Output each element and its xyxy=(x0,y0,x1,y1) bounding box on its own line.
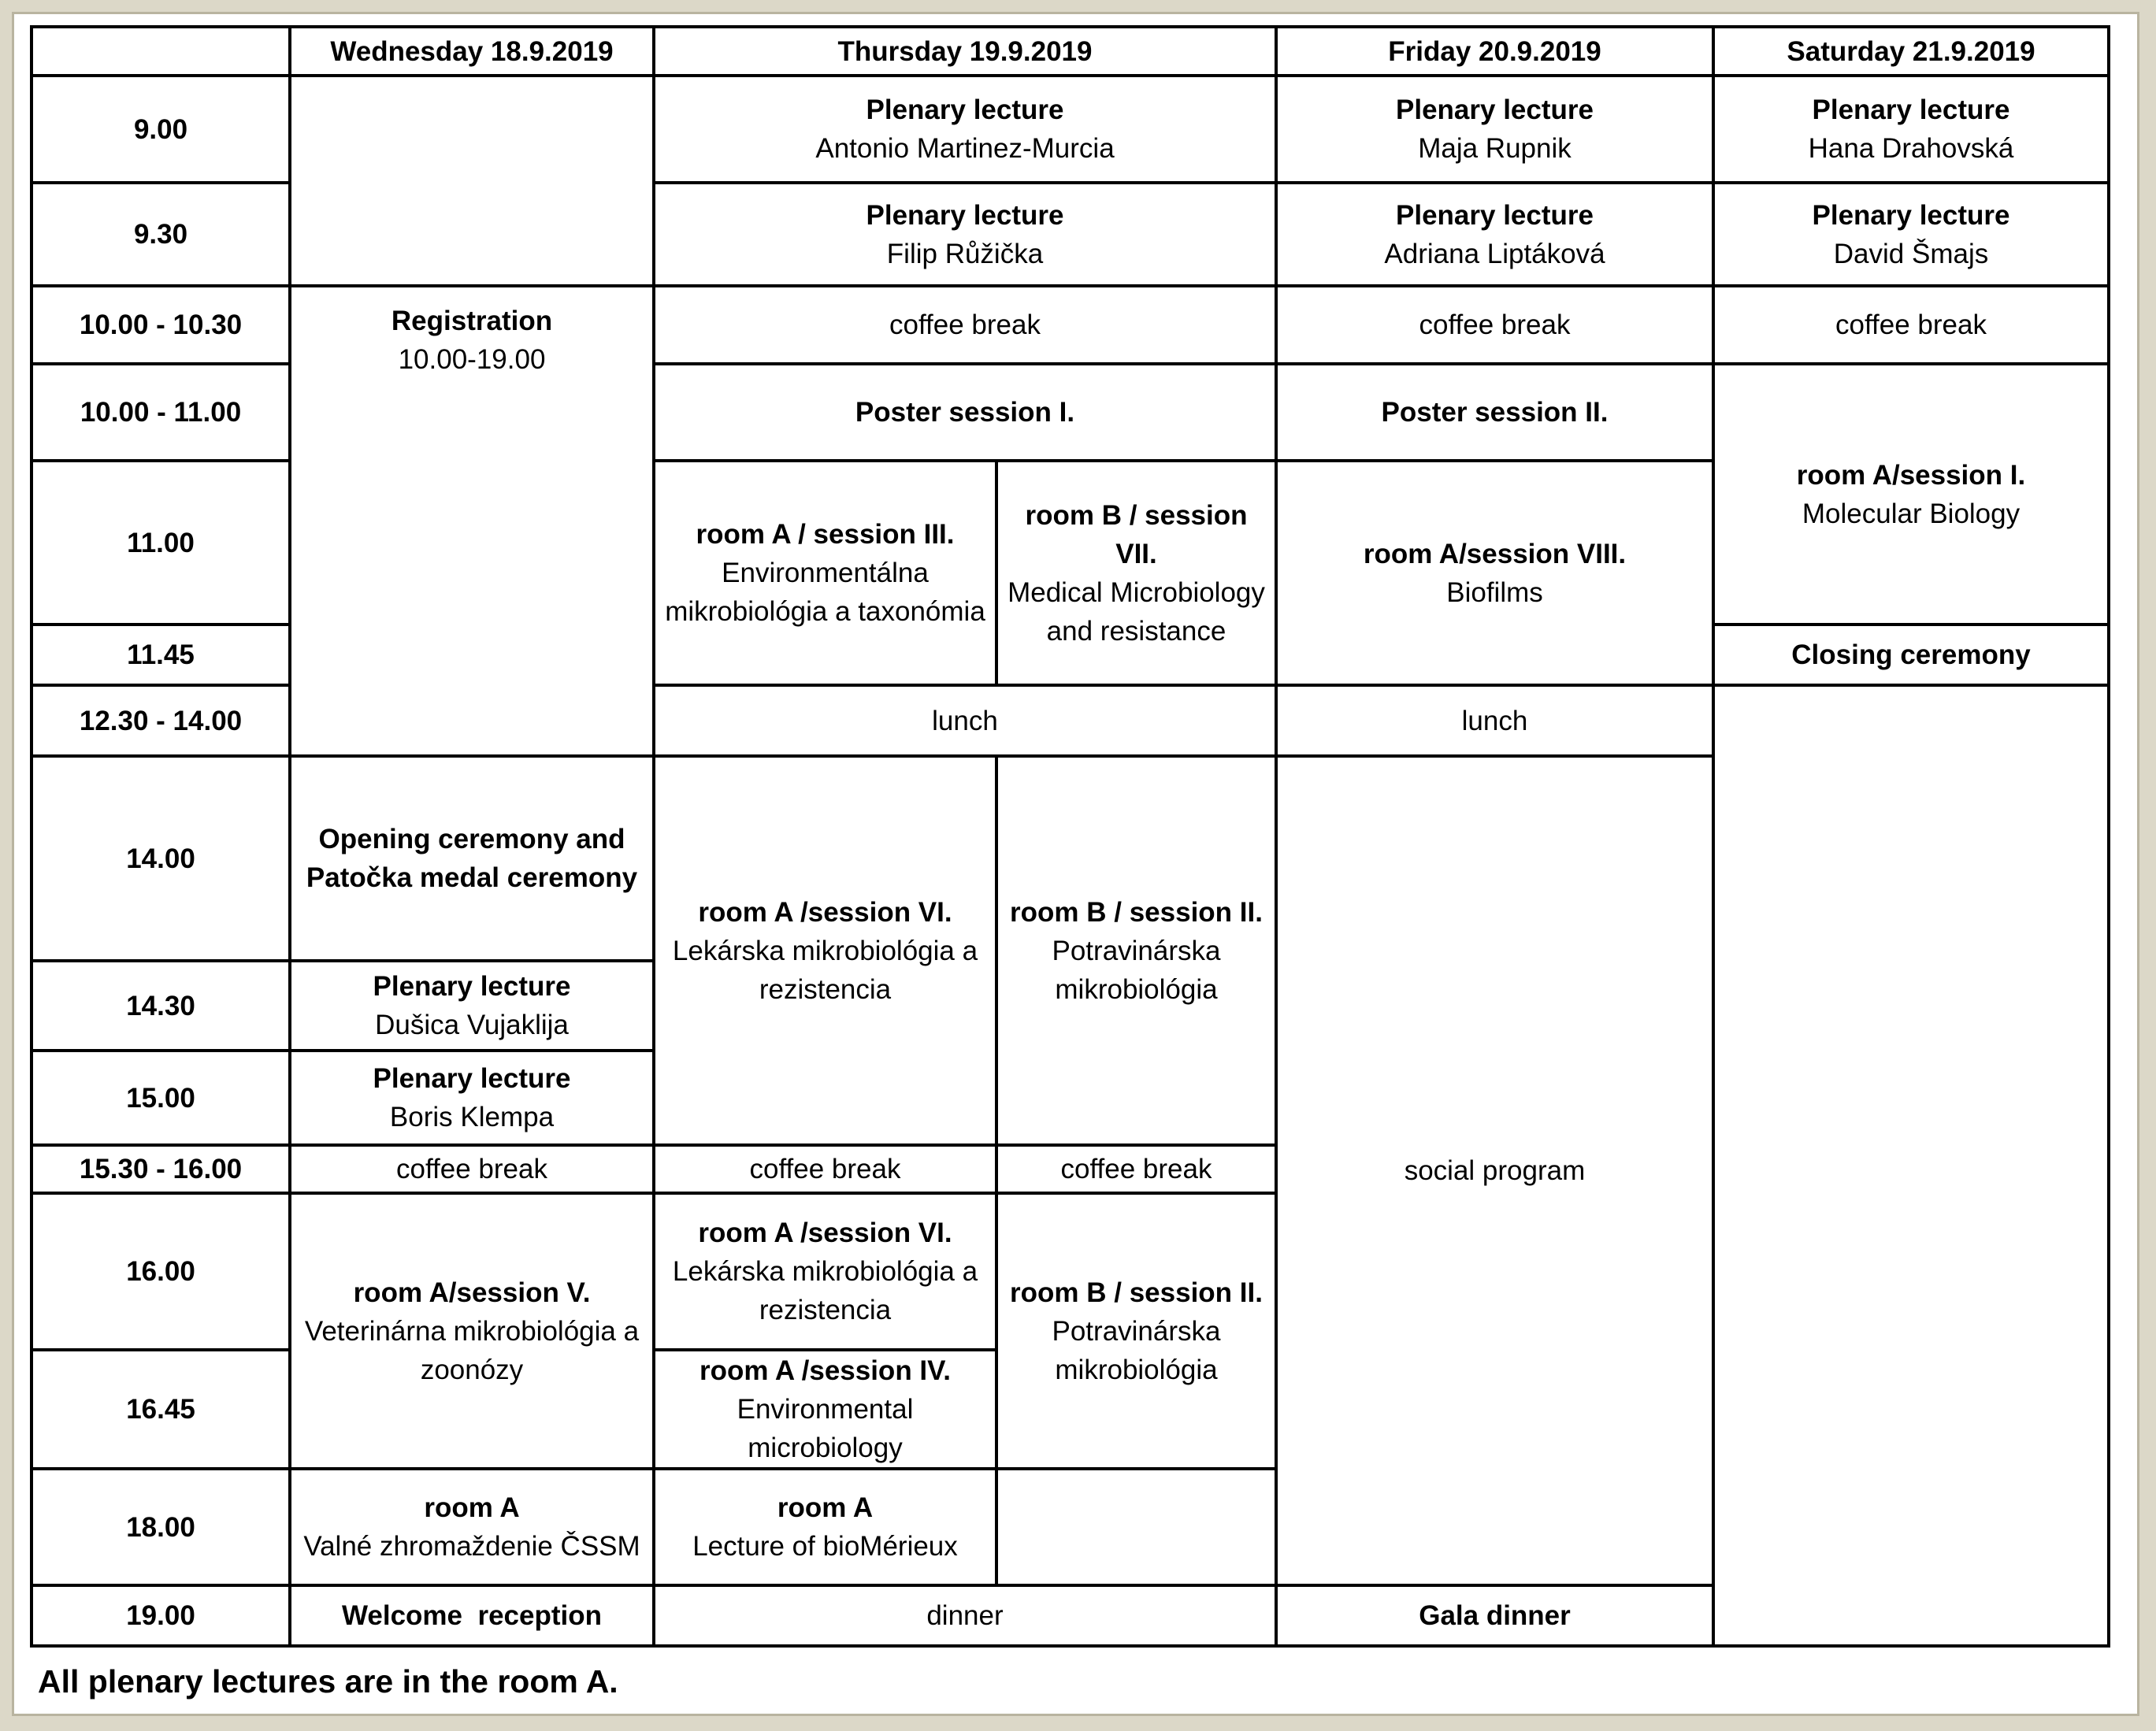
session-topic: Veterinárna mikrobiológia a xyxy=(304,1315,640,1347)
plenary-label: Plenary lecture xyxy=(1812,95,2010,125)
session-topic: Medical Microbiology xyxy=(1007,576,1265,608)
plenary-label: Plenary lecture xyxy=(1396,199,1594,231)
session-title: room B / session II. xyxy=(1010,896,1263,928)
thu-room-b-session-vii xyxy=(996,461,1276,685)
plenary-label: Plenary lecture xyxy=(373,971,571,1002)
speaker-name: Filip Růžička xyxy=(886,238,1044,269)
session-title: room B / session II. xyxy=(1010,1277,1263,1308)
session-topic: Potravinárska xyxy=(1052,1315,1221,1347)
session-title: room A/session VIII. xyxy=(1363,538,1627,569)
session-topic: microbiology xyxy=(748,1433,903,1463)
speaker-name: Dušica Vujaklija xyxy=(375,1010,569,1040)
room-label: room A xyxy=(424,1492,520,1523)
thu-dinner: dinner xyxy=(654,1585,1276,1646)
time-label: 10.00 - 10.30 xyxy=(32,286,290,364)
sat-afternoon-empty xyxy=(1713,685,2109,1646)
time-label: 14.00 xyxy=(32,756,290,961)
session-title: room A / session III. xyxy=(696,519,955,550)
session-title: room A/session V. xyxy=(353,1277,591,1308)
sat-plenary-930 xyxy=(1713,183,2109,286)
room-label: room A xyxy=(777,1492,874,1523)
thu-coffee-break: coffee break xyxy=(654,286,1276,364)
row-1000-1030 xyxy=(32,286,2109,364)
sat-plenary-900 xyxy=(1713,76,2109,183)
day-header-saturday: Saturday 21.9.2019 xyxy=(1713,27,2109,76)
time-label: 10.00 - 11.00 xyxy=(32,364,290,461)
footnote: All plenary lectures are in the room A. xyxy=(38,1663,618,1699)
plenary-label: Plenary lecture xyxy=(866,95,1064,125)
session-topic: rezistencia xyxy=(759,973,892,1005)
fri-plenary-930 xyxy=(1276,183,1713,286)
time-label: 15.00 xyxy=(32,1051,290,1145)
wed-room-a-assembly xyxy=(290,1469,654,1585)
session-title: room A /session VI. xyxy=(698,1218,952,1248)
time-label: 14.30 xyxy=(32,961,290,1051)
registration-time: 10.00-19.00 xyxy=(398,344,546,375)
session-topic: rezistencia xyxy=(759,1295,892,1325)
thu-poster-session: Poster session I. xyxy=(654,364,1276,461)
speaker-name: David Šmajs xyxy=(1833,238,1989,269)
wed-morning-empty xyxy=(290,76,654,286)
fri-social-program: social program xyxy=(1276,756,1713,1585)
session-topic: mikrobiológia xyxy=(1055,1354,1218,1385)
sat-closing-ceremony: Closing ceremony xyxy=(1713,625,2109,685)
wed-coffee-break: coffee break xyxy=(290,1145,654,1193)
session-topic: Lekárska mikrobiológia a xyxy=(672,1256,978,1287)
registration-title: Registration xyxy=(391,306,553,336)
time-label: 9.30 xyxy=(32,183,290,286)
sat-room-a-session-i xyxy=(1713,364,2109,625)
thu-room-a-session-vi-late xyxy=(654,1193,996,1350)
event-name: Valné zhromaždenie ČSSM xyxy=(303,1531,640,1562)
thu-room-b-session-ii xyxy=(996,756,1276,1145)
sat-coffee-break: coffee break xyxy=(1713,286,2109,364)
corner-cell xyxy=(32,27,290,76)
wed-opening-ceremony xyxy=(290,756,654,961)
session-topic: zoonózy xyxy=(420,1354,524,1385)
thu-room-a-biomerieux xyxy=(654,1469,996,1585)
wed-plenary-1430 xyxy=(290,961,654,1051)
day-header-thursday: Thursday 19.9.2019 xyxy=(654,27,1276,76)
speaker-name: Antonio Martinez-Murcia xyxy=(815,133,1115,164)
thu-room-a-coffee-break: coffee break xyxy=(654,1145,996,1193)
session-title: room B / session VII. xyxy=(1025,499,1248,569)
time-label: 16.45 xyxy=(32,1350,290,1469)
session-topic: Environmentálna xyxy=(722,558,929,588)
thu-room-b-empty xyxy=(996,1469,1276,1585)
session-topic: Biofilms xyxy=(1446,576,1543,608)
wed-registration xyxy=(290,286,654,756)
ceremony-line: Patočka medal ceremony xyxy=(306,862,638,893)
speaker-name: Boris Klempa xyxy=(389,1102,555,1132)
row-900 xyxy=(32,76,2109,183)
session-topic: Molecular Biology xyxy=(1802,498,2021,529)
thu-room-a-session-vi xyxy=(654,756,996,1145)
time-label: 19.00 xyxy=(32,1585,290,1646)
fri-gala-dinner: Gala dinner xyxy=(1276,1585,1713,1646)
fri-plenary-900 xyxy=(1276,76,1713,183)
session-topic: Potravinárska xyxy=(1052,935,1221,966)
time-label: 15.30 - 16.00 xyxy=(32,1145,290,1193)
fri-poster-session: Poster session II. xyxy=(1276,364,1713,461)
session-title: room A/session I. xyxy=(1796,459,2026,491)
fri-room-a-session-viii xyxy=(1276,461,1713,685)
time-label: 11.00 xyxy=(32,461,290,625)
fri-coffee-break: coffee break xyxy=(1276,286,1713,364)
plenary-label: Plenary lecture xyxy=(866,199,1064,231)
speaker-name: Maja Rupnik xyxy=(1418,133,1572,164)
plenary-label: Plenary lecture xyxy=(1396,95,1594,125)
schedule-table xyxy=(30,25,2110,1648)
time-label: 16.00 xyxy=(32,1193,290,1350)
thu-lunch: lunch xyxy=(654,685,1276,756)
session-title: room A /session VI. xyxy=(698,896,952,928)
speaker-name: Adriana Liptáková xyxy=(1384,238,1605,269)
session-topic: Lekárska mikrobiológia a xyxy=(672,935,978,966)
wed-welcome-reception: Welcome reception xyxy=(290,1585,654,1646)
thu-room-b-coffee-break: coffee break xyxy=(996,1145,1276,1193)
header-row xyxy=(32,27,2109,76)
time-label: 12.30 - 14.00 xyxy=(32,685,290,756)
ceremony-line: Opening ceremony and xyxy=(318,824,625,854)
session-topic: Environmental xyxy=(737,1394,914,1425)
plenary-label: Plenary lecture xyxy=(1812,199,2010,231)
thu-room-b-session-ii-late xyxy=(996,1193,1276,1469)
wed-room-a-session-v xyxy=(290,1193,654,1469)
session-title: room A /session IV. xyxy=(699,1355,951,1386)
wed-plenary-1500 xyxy=(290,1051,654,1145)
plenary-label: Plenary lecture xyxy=(373,1063,571,1094)
day-header-friday: Friday 20.9.2019 xyxy=(1276,27,1713,76)
session-topic: and resistance xyxy=(1046,615,1226,647)
thu-room-a-session-iii xyxy=(654,461,996,685)
session-topic: mikrobiológia xyxy=(1055,973,1218,1005)
fri-lunch: lunch xyxy=(1276,685,1713,756)
time-label: 18.00 xyxy=(32,1469,290,1585)
time-label: 9.00 xyxy=(32,76,290,183)
event-name: Lecture of bioMérieux xyxy=(692,1531,958,1562)
speaker-name: Hana Drahovská xyxy=(1808,133,2014,164)
thu-plenary-900 xyxy=(654,76,1276,183)
time-label: 11.45 xyxy=(32,625,290,685)
session-topic: mikrobiológia a taxonómia xyxy=(665,596,985,627)
day-header-wednesday: Wednesday 18.9.2019 xyxy=(290,27,654,76)
thu-room-a-session-iv xyxy=(654,1350,996,1469)
thu-plenary-930 xyxy=(654,183,1276,286)
